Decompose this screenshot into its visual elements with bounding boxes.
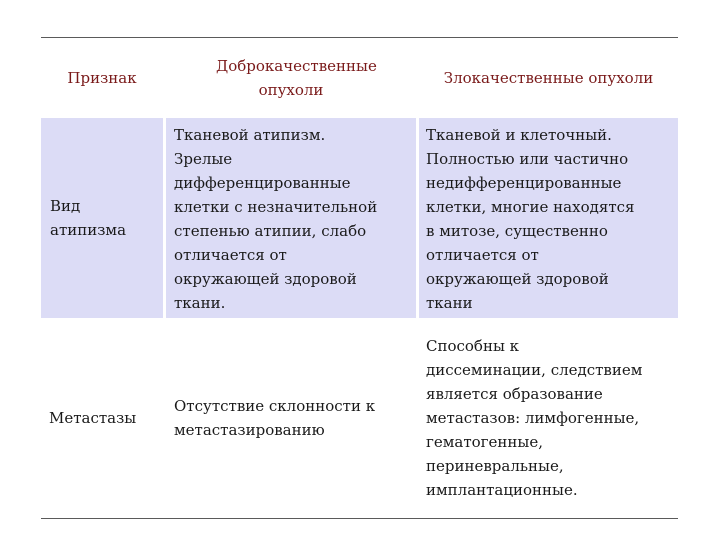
row-metastases-benign <box>166 320 416 516</box>
header-feature-label: Признак <box>67 69 137 87</box>
row-atypism-malignant: Тканевой и клеточный. Полностью или частично недифференцированные клетки, многие находятся в митозе, существенно отличается от окружающей здоровой ткани <box>419 118 678 318</box>
row-atypism-feature-label: Вид атипизма <box>50 197 127 239</box>
row-metastases-malignant: Способны к диссеминации, следствием является образование метастазов: лимфогенные, гематогенные, периневральные, имплантационные. <box>426 337 643 499</box>
header-feature <box>41 40 163 116</box>
row-atypism-feature <box>41 118 163 318</box>
row-metastases-feature <box>41 320 163 516</box>
header-malignant-label: Злокачественные опухоли <box>443 69 654 87</box>
table-bottom-rule <box>41 518 678 519</box>
row-metastases-feature-label: Метастазы <box>49 409 137 427</box>
header-malignant <box>419 40 678 116</box>
header-benign <box>166 40 416 116</box>
row-metastases-benign-text: Отсутствие склонности к метастазированию <box>174 397 376 439</box>
table-top-rule <box>41 37 678 38</box>
header-benign-label: Доброкачественные опухоли <box>216 57 377 99</box>
row-atypism-benign: Тканевой атипизм. Зрелые дифференцированные клетки с незначительной степенью атипии, слабо отличается от окружающей здоровой ткани. <box>166 118 416 318</box>
